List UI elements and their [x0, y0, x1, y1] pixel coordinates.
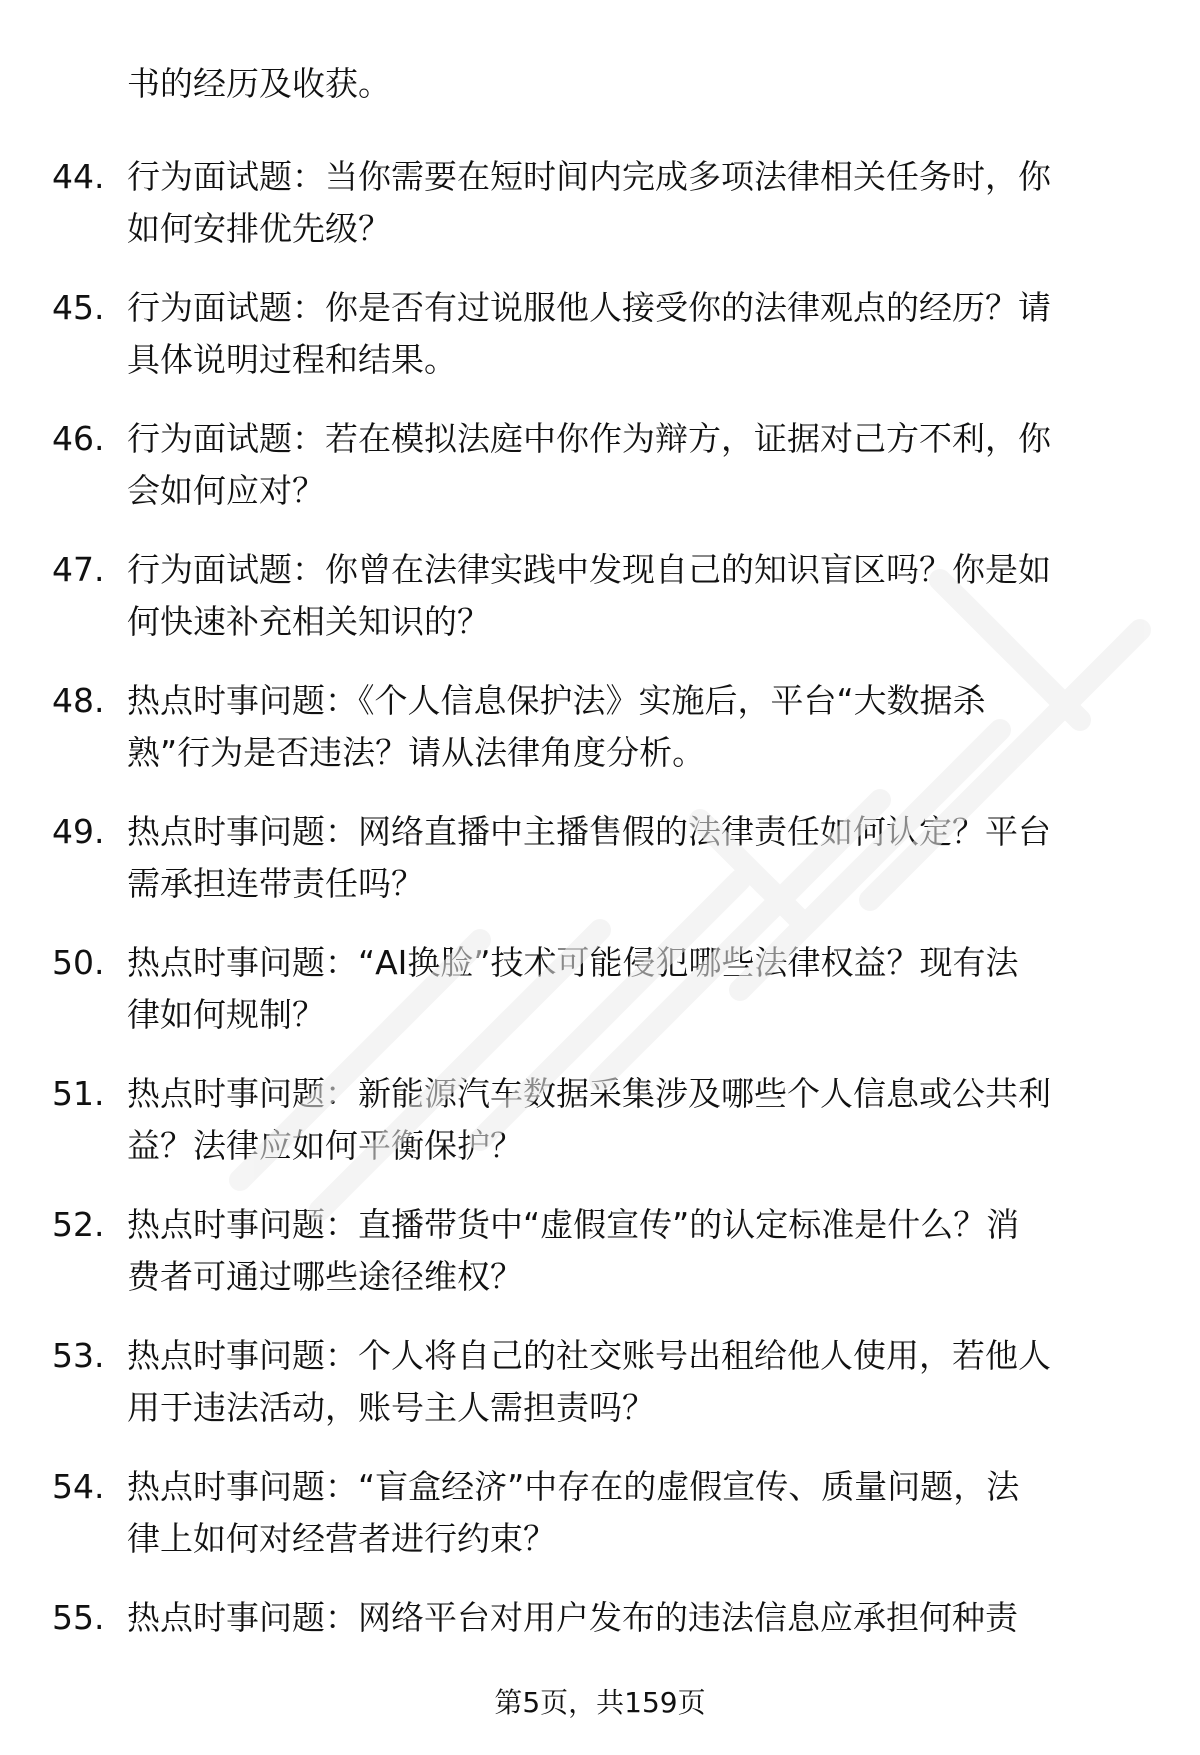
question-item — [0, 806, 1200, 937]
question-line: 热点时事问题：“盲盒经济”中存在的虚假宣传、质量问题，法 — [127, 1467, 1020, 1506]
question-line: 行为面试题：当你需要在短时间内完成多项法律相关任务时，你 — [127, 157, 1051, 196]
question-item — [0, 1068, 1200, 1199]
question-number: 52. — [52, 1205, 105, 1244]
question-line: 热点时事问题：直播带货中“虚假宣传”的认定标准是什么？消 — [127, 1205, 1020, 1244]
question-text — [127, 544, 1157, 648]
question-line: 行为面试题：你曾在法律实践中发现自己的知识盲区吗？你是如 — [127, 550, 1051, 589]
question-text — [127, 1461, 1157, 1565]
question-text — [127, 413, 1157, 517]
question-text — [127, 1068, 1157, 1172]
question-item — [0, 1461, 1200, 1592]
question-text — [127, 1199, 1157, 1303]
question-list — [0, 151, 1200, 1723]
question-line: 热点时事问题：“AI换脸”技术可能侵犯哪些法律权益？现有法 — [127, 943, 1019, 982]
page-footer: 第5页，共159页 — [494, 1686, 706, 1719]
question-text — [127, 675, 1157, 779]
question-line: 热点时事问题：网络平台对用户发布的违法信息应承担何种责 — [127, 1598, 1018, 1637]
question-text — [127, 151, 1157, 255]
question-line: 热点时事问题：个人将自己的社交账号出租给他人使用，若他人 — [127, 1336, 1051, 1375]
question-item — [0, 1330, 1200, 1461]
question-line: 会如何应对？ — [127, 471, 325, 510]
question-number: 50. — [52, 943, 105, 982]
question-line: 用于违法活动，账号主人需担责吗？ — [127, 1388, 655, 1427]
question-line: 需承担连带责任吗？ — [127, 864, 424, 903]
question-number: 49. — [52, 812, 105, 851]
question-number: 54. — [52, 1467, 105, 1506]
question-number: 44. — [52, 157, 105, 196]
question-line: 热点时事问题：新能源汽车数据采集涉及哪些个人信息或公共利 — [127, 1074, 1051, 1113]
question-number: 46. — [52, 419, 105, 458]
question-line: 行为面试题：若在模拟法庭中你作为辩方，证据对己方不利，你 — [127, 419, 1051, 458]
question-item — [0, 151, 1200, 282]
question-line: 熟”行为是否违法？请从法律角度分析。 — [127, 733, 706, 772]
question-line: 费者可通过哪些途径维权？ — [127, 1257, 523, 1296]
question-text — [127, 806, 1157, 910]
question-item — [0, 1199, 1200, 1330]
question-line: 热点时事问题：网络直播中主播售假的法律责任如何认定？平台 — [127, 812, 1051, 851]
continuation-text: 书的经历及收获。 — [127, 64, 391, 103]
question-text — [127, 282, 1157, 386]
question-item — [0, 937, 1200, 1068]
question-text — [127, 937, 1157, 1041]
question-item — [0, 675, 1200, 806]
question-line: 如何安排优先级？ — [127, 209, 391, 248]
question-line: 律上如何对经营者进行约束？ — [127, 1519, 556, 1558]
question-text — [127, 1592, 1157, 1644]
question-number: 47. — [52, 550, 105, 589]
question-number: 55. — [52, 1598, 105, 1637]
question-line: 热点时事问题：《个人信息保护法》实施后，平台“大数据杀 — [127, 681, 986, 720]
question-item — [0, 413, 1200, 544]
question-number: 45. — [52, 288, 105, 327]
question-number: 53. — [52, 1336, 105, 1375]
question-line: 益？法律应如何平衡保护？ — [127, 1126, 523, 1165]
question-line: 何快速补充相关知识的？ — [127, 602, 490, 641]
question-item — [0, 544, 1200, 675]
question-line: 具体说明过程和结果。 — [127, 340, 457, 379]
question-number: 51. — [52, 1074, 105, 1113]
question-line: 行为面试题：你是否有过说服他人接受你的法律观点的经历？请 — [127, 288, 1051, 327]
question-number: 48. — [52, 681, 105, 720]
question-line: 律如何规制？ — [127, 995, 325, 1034]
question-text — [127, 1330, 1157, 1434]
question-item — [0, 282, 1200, 413]
